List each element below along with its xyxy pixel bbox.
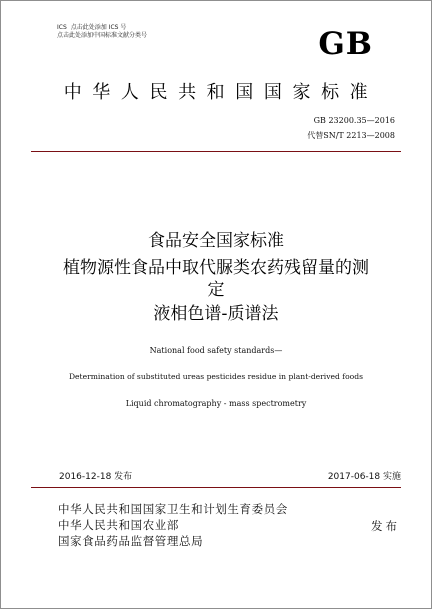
title-en-line2: Determination of substituted ureas pesticides residue in plant-derived foods xyxy=(68,372,364,381)
title-zh-line4: 液相色谱-质谱法 xyxy=(153,304,279,324)
issuer-1: 中华人民共和国国家卫生和计划生育委员会 xyxy=(58,502,288,516)
ics-block xyxy=(57,24,147,40)
issue-date: 2016-12-18 发布 xyxy=(59,472,133,482)
replaced-standard: 代替SN/T 2213—2008 xyxy=(307,131,395,140)
standard-category-title: 中华人民共和国国家标准 xyxy=(63,82,379,103)
gb-logo: GB xyxy=(318,26,373,62)
top-divider xyxy=(31,151,401,152)
standard-number: GB 23200.35—2016 xyxy=(313,116,395,125)
title-zh-line2: 植物源性食品中取代脲类农药残留量的测 xyxy=(63,258,369,278)
title-en-line1: National food safety standards— xyxy=(149,346,283,355)
issue-label: 发布 xyxy=(371,519,400,533)
issuer-2: 中华人民共和国农业部 xyxy=(58,518,179,532)
classification-placeholder[interactable]: 点击此处添加中国标准文献分类号 xyxy=(57,32,148,39)
ics-line xyxy=(57,24,147,32)
title-en-line3: Liquid chromatography - mass spectrometry xyxy=(125,399,307,408)
title-zh-line3: 定 xyxy=(207,280,225,300)
title-zh-line1: 食品安全国家标准 xyxy=(148,231,284,251)
implementation-date: 2017-06-18 实施 xyxy=(327,472,401,482)
ics-code-placeholder[interactable]: 点击此处添加 ICS 号 xyxy=(70,24,127,31)
issuer-3: 国家食品药品监督管理总局 xyxy=(58,534,204,548)
bottom-divider xyxy=(31,487,401,488)
ics-label: ICS xyxy=(57,24,67,31)
